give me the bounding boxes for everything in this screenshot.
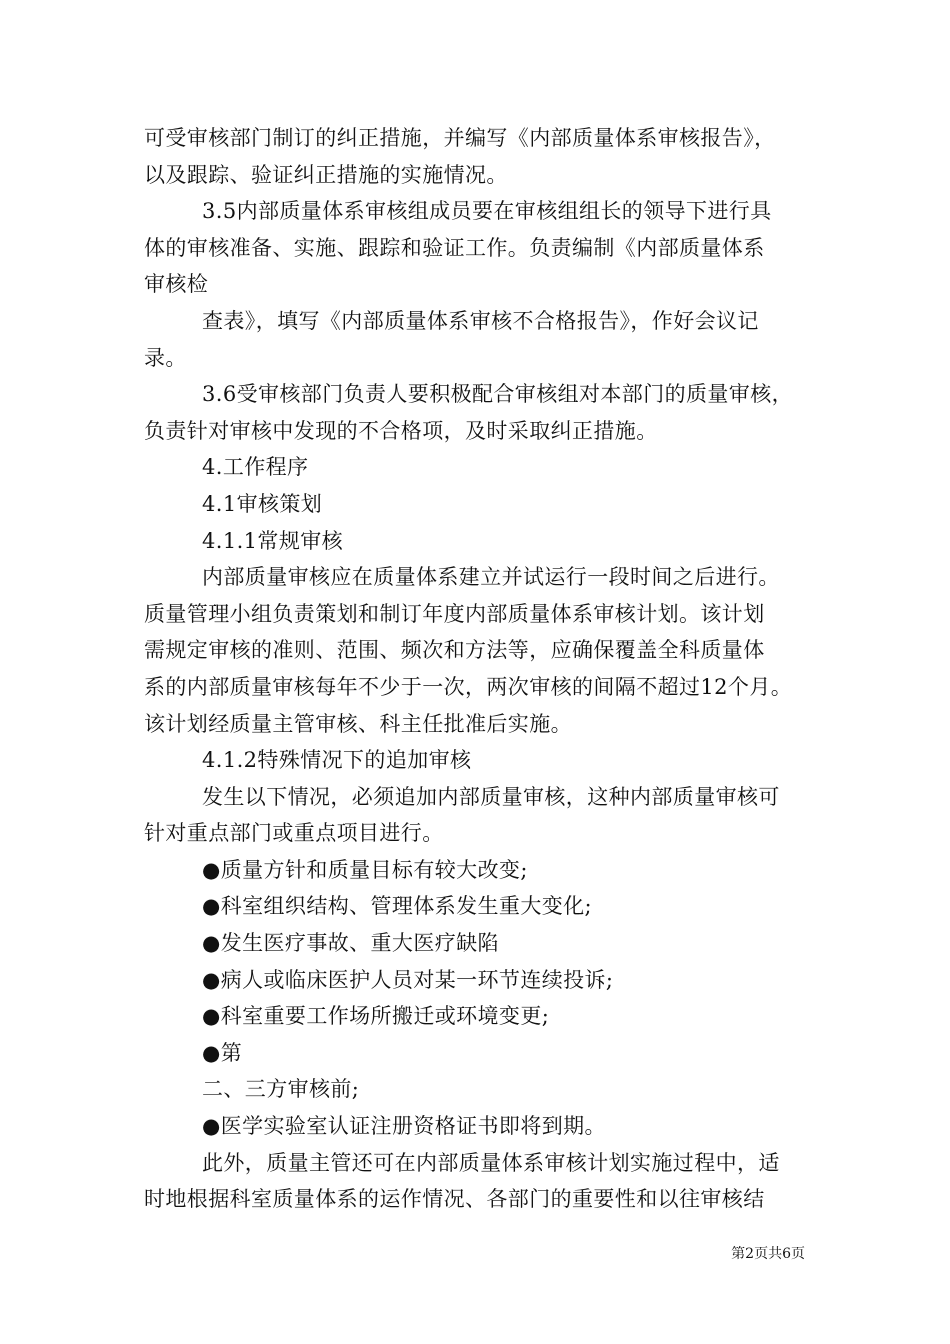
text-line: 录。 xyxy=(144,345,187,370)
text-line: ●科室组织结构、管理体系发生重大变化; xyxy=(202,894,592,919)
text-line: 可受审核部门制订的纠正措施，并编写《内部质量体系审核报告》， xyxy=(144,126,776,150)
text-line: 查表》，填写《内部质量体系审核不合格报告》，作好会议记 xyxy=(202,308,759,333)
document-body xyxy=(144,120,820,1218)
text-line: 以及跟踪、验证纠正措施的实施情况。 xyxy=(144,162,508,187)
text-line: 需规定审核的准则、范围、频次和方法等，应确保覆盖全科质量体 xyxy=(144,638,765,663)
text-line: 二、三方审核前; xyxy=(202,1077,360,1102)
text-line: 审核检 xyxy=(144,272,209,297)
text-line: ●质量方针和质量目标有较大改变; xyxy=(202,857,528,882)
text-line: 发生以下情况，必须追加内部质量审核，这种内部质量审核可 xyxy=(202,784,780,809)
text-line: 体的审核准备、实施、跟踪和验证工作。负责编制《内部质量体系 xyxy=(144,235,765,260)
text-line: 质量管理小组负责策划和制订年度内部质量体系审核计划。该计划 xyxy=(144,601,765,626)
text-line: 内部质量审核应在质量体系建立并试运行一段时间之后进行。 xyxy=(202,565,780,590)
text-line: 此外，质量主管还可在内部质量体系审核计划实施过程中，适 xyxy=(202,1150,780,1175)
text-line: 时地根据科室质量体系的运作情况、各部门的重要性和以往审核结 xyxy=(144,1187,765,1212)
text-line: 系的内部质量审核每年不少于一次，两次审核的间隔不超过12个月。 xyxy=(144,674,793,699)
text-line: 针对重点部门或重点项目进行。 xyxy=(144,821,444,846)
text-line: 3.5内部质量体系审核组成员要在审核组组长的领导下进行具 xyxy=(202,199,772,224)
text-line: ●科室重要工作场所搬迁或环境变更; xyxy=(202,1004,550,1029)
text-line: ●第 xyxy=(202,1040,243,1065)
page-number-footer: 第2页共6页 xyxy=(731,1246,805,1262)
text-line: 4.1.2特殊情况下的追加审核 xyxy=(202,748,472,773)
text-line: ●医学实验室认证注册资格证书即将到期。 xyxy=(202,1114,606,1139)
text-line: ●病人或临床医护人员对某一环节连续投诉; xyxy=(202,967,614,992)
text-line: 4.1.1常规审核 xyxy=(202,528,344,553)
text-line: 负责针对审核中发现的不合格项，及时采取纠正措施。 xyxy=(144,418,658,443)
text-line: ●发生医疗事故、重大医疗缺陷 xyxy=(202,931,499,956)
text-line: 3.6受审核部门负责人要积极配合审核组对本部门的质量审核， xyxy=(202,382,793,407)
text-line: 该计划经质量主管审核、科主任批准后实施。 xyxy=(144,711,572,736)
text-line: 4.工作程序 xyxy=(202,455,309,480)
text-line: 4.1审核策划 xyxy=(202,491,323,516)
